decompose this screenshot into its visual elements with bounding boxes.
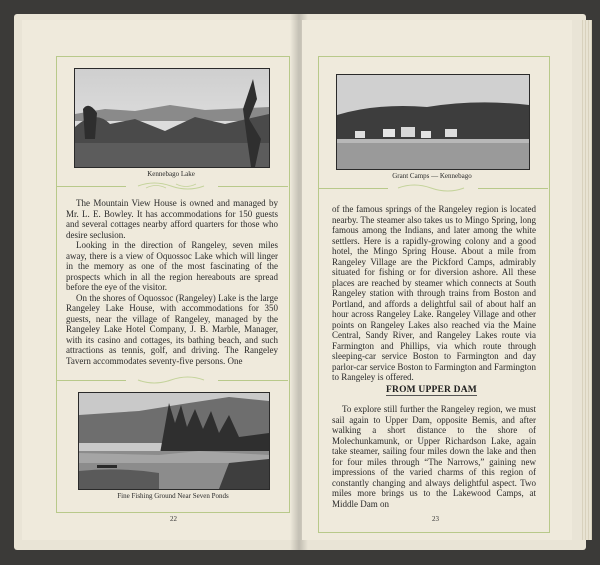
right-page-number: 23 bbox=[432, 515, 439, 523]
right-paragraph-2: To explore still further the Rangeley region, we must sail again to Upper Dam, opposite Bemis, and after walking a short distance to the shore of Molechunkamunk, or Upper Richardson Lake, again take steamer, sailing four miles down the lake and then for four miles through “The Narrows,” gaining new impressions of the varied charms of this region of constantly changing and always delightful aspect. Two miles more brings us to the Lakewood Camps, at Middle Dam on bbox=[332, 404, 536, 509]
right-page bbox=[302, 20, 572, 540]
left-divider-top-right bbox=[218, 186, 288, 187]
left-page bbox=[22, 20, 300, 540]
seven-ponds-photo bbox=[78, 392, 270, 490]
left-divider-bottom-right bbox=[218, 380, 288, 381]
right-ornament bbox=[396, 182, 466, 194]
left-ornament-top bbox=[136, 180, 206, 192]
page-edges bbox=[582, 20, 592, 540]
left-paragraph-3: On the shores of Oquossoc (Rangeley) Lake is the large Rangeley Lake House, with accommodations for 350 guests, near the village of Rangeley, managed by the Rangeley Lake Hotel Company, J. B. Marble, Manager, with its casino and cottages, its bathing beach, and such attractions as tennis, golf, and driving. The Rangeley Tavern accommodates seventy-five persons. One bbox=[66, 292, 278, 366]
left-page-number: 22 bbox=[170, 515, 177, 523]
right-divider-left bbox=[318, 188, 388, 189]
left-body-text bbox=[66, 198, 278, 366]
kennebago-lake-caption: Kennebago Lake bbox=[147, 170, 195, 178]
left-ornament-bottom bbox=[136, 374, 206, 386]
left-paragraph-1: The Mountain View House is owned and managed by Mr. L. E. Bowley. It has accommodations for 150 guests and several cottages nearby afford quarters for those who desire seclusion. bbox=[66, 198, 278, 240]
kennebago-lake-photo bbox=[74, 68, 270, 168]
left-divider-top-left bbox=[56, 186, 126, 187]
right-body-text-2 bbox=[332, 404, 536, 509]
from-upper-dam-heading: FROM UPPER DAM bbox=[386, 385, 477, 395]
grant-camps-caption: Grant Camps — Kennebago bbox=[392, 172, 472, 180]
right-body-text-1 bbox=[332, 204, 536, 383]
seven-ponds-caption: Fine Fishing Ground Near Seven Ponds bbox=[117, 492, 229, 500]
right-paragraph-1: of the famous springs of the Rangeley region is located nearby. The steamer also takes us to Mingo Spring, long famous among the Indians, and later among the white settlers. Here is a rapidly-growing colony and a good hotel, the Mingo Spring House. About a mile from Rangeley Village are the Pickford Camps, admirably situated for fishing or for diversion ashore. All these places are reached by steamer which connects at South Rangeley station with through trains from Boston and Portland, and affords a delightful sail of about half an hour across Rangeley Lake. Rangeley Village and other points on Rangeley Lakes also reached via the Maine Central, Sandy River, and Rangeley Lakes route via Farmington and Phillips, via which route through sleeping-car service Boston to Farmington and day parlor-car service Boston to Farmington and Farmington to Rangeley is offered. bbox=[332, 204, 536, 382]
left-paragraph-2: Looking in the direction of Rangeley, seven miles away, there is a view of Oquossoc Lake which will linger in the memory as one of the most fascinating of the prospects which in all the region hereabouts are spread before the eye of the visitor. bbox=[66, 240, 278, 292]
left-divider-bottom-left bbox=[56, 380, 126, 381]
right-divider-right bbox=[478, 188, 548, 189]
grant-camps-photo bbox=[336, 74, 530, 170]
